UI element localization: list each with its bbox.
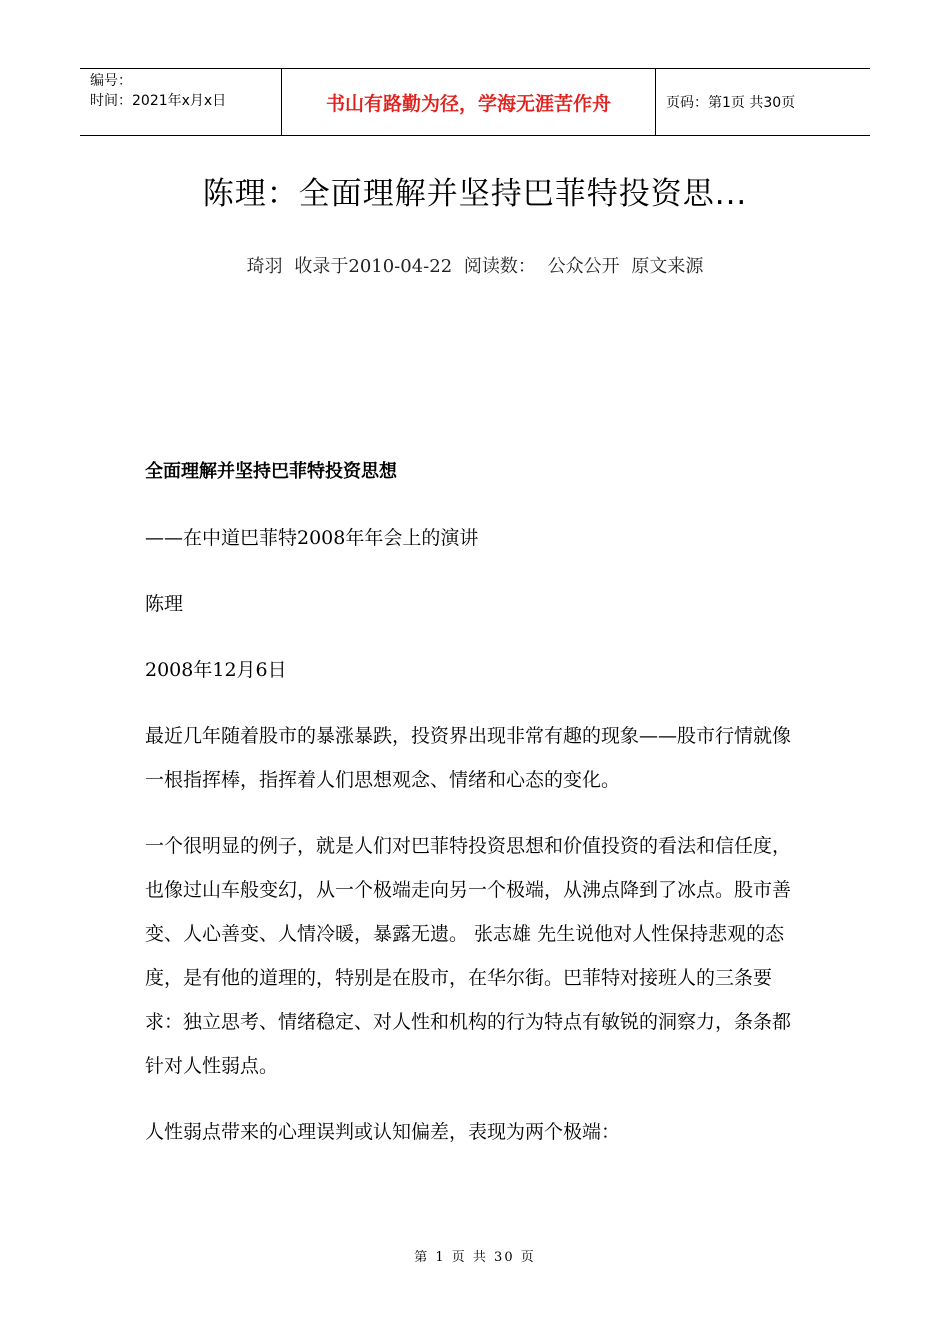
meta-reads: 阅读数： xyxy=(463,256,536,277)
article-subtitle: ——在中道巴菲特2008年年会上的演讲 xyxy=(145,527,479,549)
document-meta xyxy=(0,252,950,278)
article-date: 2008年12月6日 xyxy=(145,659,287,681)
header-info-cell xyxy=(80,69,282,135)
meta-collected: 收录于2010-04-22 xyxy=(294,256,453,277)
page-footer: 第 1 页 共 30 页 xyxy=(414,1250,536,1265)
time-label: 时间：2021年x月x日 xyxy=(90,93,227,109)
number-label: 编号： xyxy=(90,73,132,89)
meta-source-link[interactable]: 原文来源 xyxy=(631,256,704,277)
document-title: 陈理：全面理解并坚持巴菲特投资思... xyxy=(202,176,748,212)
header-page-info: 页码：第1页 共30页 xyxy=(666,95,796,111)
header-motto: 书山有路勤为径，学海无涯苦作舟 xyxy=(282,69,656,135)
header-table xyxy=(80,68,870,136)
paragraph: 一个很明显的例子，就是人们对巴菲特投资思想和价值投资的看法和信任度，也像过山车般变幻，从一个极端走向另一个极端，从沸点降到了冰点。股市善变、人心善变、人情冷暖，暴露无遗。 张志雄 先生说他对人性保持悲观的态度，是有他的道理的，特别是在股市，在华尔街。巴菲特对接班人的三条要求：独立思考、情绪稳定、对人性和机构的行为特点有敏锐的洞察力，条条都针对人性弱点。 xyxy=(145,835,792,1077)
article-body xyxy=(145,450,795,1176)
paragraph: 最近几年随着股市的暴涨暴跌，投资界出现非常有趣的现象——股市行情就像一根指挥棒，指挥着人们思想观念、情绪和心态的变化。 xyxy=(145,725,792,791)
meta-author[interactable]: 琦羽 xyxy=(246,256,283,277)
article-author: 陈理 xyxy=(145,593,184,615)
paragraph: 人性弱点带来的心理误判或认知偏差，表现为两个极端： xyxy=(145,1121,621,1143)
meta-visibility: 公众公开 xyxy=(547,256,620,277)
article-heading: 全面理解并坚持巴菲特投资思想 xyxy=(145,461,397,482)
